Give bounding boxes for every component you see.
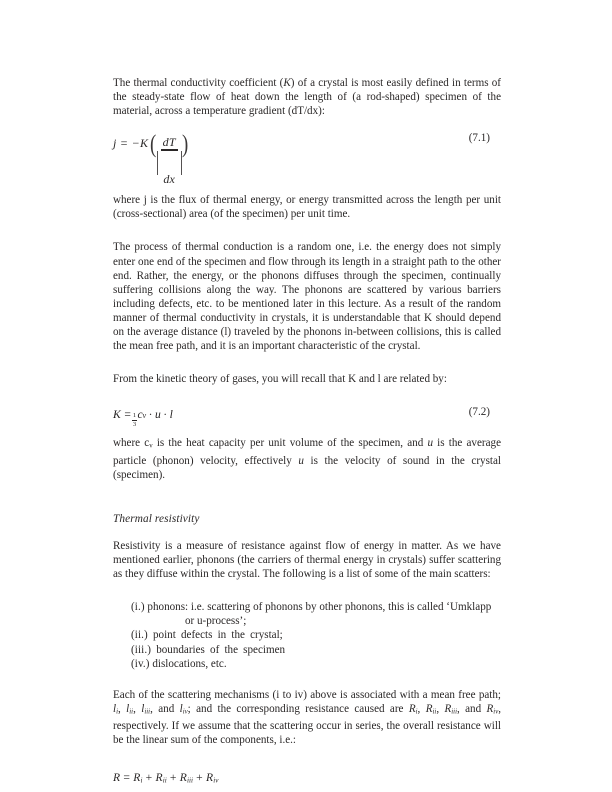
equation-7-1-expression (113, 131, 189, 184)
equals-sign: = (120, 771, 134, 785)
fraction-denominator: 3 (132, 420, 137, 428)
equation-resistance-sum (113, 771, 501, 787)
R-symbol: R (408, 702, 416, 715)
heading-thermal-resistivity: Thermal resistivity (113, 512, 200, 525)
list-item (113, 657, 501, 671)
fraction-bar (161, 149, 178, 150)
spacer (113, 671, 501, 688)
subscript-iv: iv (493, 708, 499, 716)
subscript-ii: ii (162, 776, 167, 785)
subscript-i: i (140, 776, 143, 785)
list-item (113, 628, 501, 642)
equation-7-2-lhs: K = (113, 408, 132, 422)
equation-7-1-fraction (159, 135, 180, 184)
cv-text-part2: is the heat capacity per unit volume of the specimen, and (152, 437, 428, 450)
l-symbol: l (126, 702, 130, 715)
list-item-text: boundaries of the specimen (151, 643, 286, 656)
paragraph-intro (113, 76, 501, 118)
mean-free-path-symbol: l (169, 408, 173, 422)
sep: , (118, 702, 127, 715)
symbol-u-second: u (298, 454, 304, 467)
intro-text-part1: The thermal conductivity coefficient ( (113, 77, 284, 89)
paragraph-random-process: The process of thermal conduction is a random one, i.e. the energy does not simply enter one end of the specimen and flow through its length in a straight path to the other end. Rather, the energy, or the phonons diffuses through the specimen, continually suffering collisions along the way. The phonons are scattered by various barriers including defects, etc. to be mentioned later in this lecture. As a result of the random manner of thermal conductivity in crystals, it is understandable that K should depend on the average distance (l) traveled by the phonons in-between collisions, this is called the mean free path, and it is an important characteristic of the crystal. (113, 241, 501, 353)
symbol-K: K (283, 77, 291, 89)
subscript-iv: iv (182, 708, 188, 716)
multiplication-dot: · (163, 408, 168, 422)
R-term-i: R (133, 771, 141, 785)
paragraph-cv-definition (113, 436, 501, 482)
sep: , and (456, 702, 487, 715)
heat-capacity-subscript: v (142, 411, 147, 421)
resistance-iii (444, 703, 457, 715)
subscript-i: i (116, 708, 119, 716)
paragraph-resistivity-intro: Resistivity is a measure of resistance against flow of energy in matter. As we have mentioned earlier, phonons (the carriers of thermal energy in crystals) suffer scattering as they diffuse within the crystal. The following is a list of some of the main scatters: (113, 539, 501, 581)
sep: , (417, 702, 426, 715)
equation-7-1-fraction-group (148, 131, 189, 186)
sep: , (133, 702, 142, 715)
symbol-u-first: u (427, 437, 433, 450)
list-item-text: phonons: i.e. scattering of phonons by other phonons, this is called ‘Umklapp (144, 601, 492, 614)
right-paren-glyph: ) (181, 131, 189, 159)
resistance-i (409, 703, 418, 715)
subscript-ii: ii (432, 708, 437, 716)
l-symbol: l (179, 702, 183, 715)
cv-text-part4: is the velocity of sound in the crystal (specimen). (113, 454, 501, 481)
subscript-iii: iii (187, 776, 193, 785)
equation-7-1-number: (7.1) (468, 132, 490, 145)
heat-capacity-symbol: c (137, 408, 143, 422)
R-lhs: R (113, 771, 121, 785)
equation-7-1 (113, 131, 501, 193)
list-item (113, 600, 501, 628)
left-paren-stem (157, 151, 158, 175)
subscript-i: i (415, 708, 418, 716)
sep: , and (150, 702, 180, 715)
R-symbol: R (444, 702, 452, 715)
subscript-ii: ii (129, 708, 134, 716)
equation-7-2-number: (7.2) (468, 406, 490, 419)
scatter-sum-part2: ; and the corresponding resistance caused are (187, 702, 409, 715)
equation-7-2 (113, 405, 501, 428)
l-symbol: l (113, 702, 117, 715)
l-symbol: l (141, 702, 145, 715)
list-item-label: (iv.) (131, 657, 150, 670)
subscript-iii: iii (144, 708, 151, 716)
R-symbol: R (486, 702, 494, 715)
cv-text-part3: is the average particle (phonon) velocity, effectively (113, 437, 501, 467)
subscript-iv: iv (213, 776, 219, 785)
cv-subscript: v (149, 442, 153, 450)
intro-text-part2: ) of a crystal is most easily defined in terms of the steady-state flow of heat down the length of (a rod-shaped) specimen of the material, across a temperature gradient (dT/dx): (113, 77, 501, 118)
sep: , (436, 702, 445, 715)
fraction-denominator: dx (163, 171, 176, 186)
paragraph-kinetic-theory: From the kinetic theory of gases, you will recall that K and l are related by: (113, 373, 447, 386)
plus-sign: + (142, 771, 156, 785)
spacer (113, 760, 501, 771)
fraction-numerator: 1 (132, 412, 137, 420)
plus-sign: + (166, 771, 180, 785)
mean-free-path-iv (180, 703, 188, 715)
list-item-text: point defects in the crystal; (147, 629, 283, 642)
cv-text-part1: where c (113, 437, 150, 450)
one-third-fraction (132, 413, 137, 428)
R-symbol: R (425, 702, 433, 715)
subscript-iii: iii (451, 708, 457, 716)
plus-sign: + (193, 771, 206, 785)
spacer (113, 495, 501, 512)
scatter-sum-part1: Each of the scattering mechanisms (i to iv) above is associated with a mean free path; (113, 688, 501, 701)
equation-7-2-expression (113, 408, 173, 429)
equation-7-1-lhs: j = −K (113, 136, 149, 151)
list-item (113, 643, 501, 657)
resistance-iv (487, 703, 499, 715)
list-item-label: (ii.) (131, 629, 148, 642)
scatter-list (113, 600, 501, 670)
mean-free-path-iii (141, 703, 150, 715)
paragraph-flux-definition: where j is the flux of thermal energy, or energy transmitted across the length per unit (cross-sectional) area (of the specimen) per unit time. (113, 194, 501, 221)
list-item-label: (iii.) (131, 643, 152, 656)
resistance-ii (426, 703, 437, 715)
list-item-label: (i.) (131, 601, 145, 614)
R-term-iii: R (179, 771, 187, 785)
scatter-sum-part3: , respectively. If we assume that the scattering occur in series, the overall resistance will be the linear sum of the components, i.e.: (113, 702, 502, 747)
left-paren-glyph: ( (150, 131, 157, 159)
page-content (113, 76, 501, 788)
R-term-ii: R (155, 771, 163, 785)
velocity-symbol: u (155, 408, 161, 422)
paragraph-scattering-sum (113, 688, 501, 748)
list-item-text: dislocations, etc. (149, 657, 227, 670)
R-term-iv: R (205, 771, 214, 785)
fraction-numerator: dT (162, 135, 176, 150)
multiplication-dot: · (148, 408, 153, 422)
list-item-continuation: or u-process’; (185, 615, 247, 628)
